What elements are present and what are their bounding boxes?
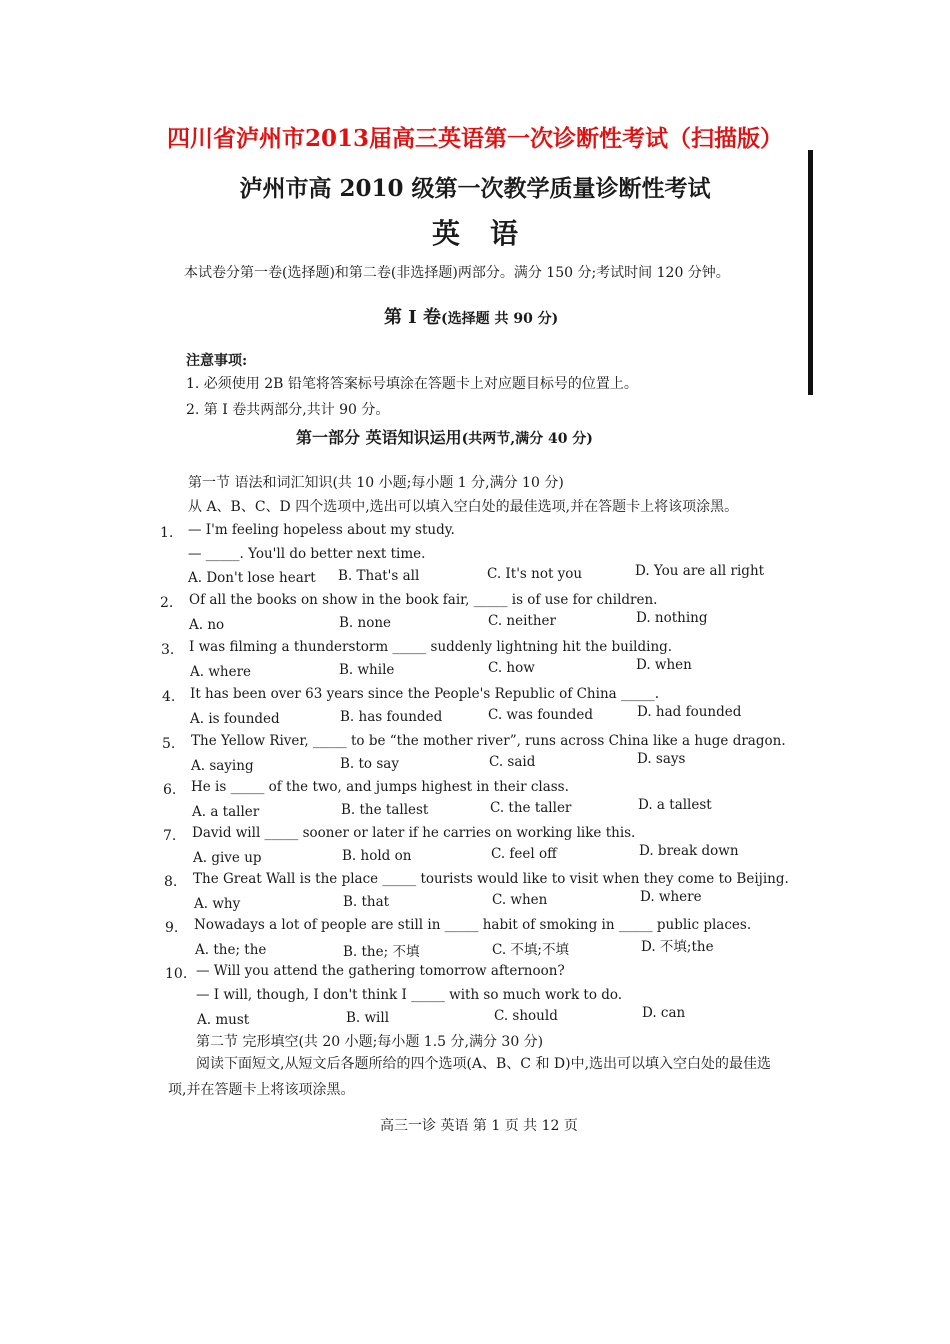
question-stem: — Will you attend the gathering tomorrow afternoon? (196, 963, 565, 979)
question-stem: — _____. You'll do better next time. (188, 546, 426, 562)
part1-heading (296, 425, 593, 448)
option-b: B. will (346, 1010, 390, 1026)
option-b: B. hold on (342, 848, 412, 864)
option-b: B. That's all (338, 568, 420, 584)
question-number: 2. (160, 595, 174, 611)
option-b: B. none (339, 615, 392, 631)
question-stem: — I'm feeling hopeless about my study. (188, 522, 455, 538)
exam-title: 泸州市高 2010 级第一次教学质量诊断性考试 (239, 175, 711, 202)
question-number: 9. (165, 920, 179, 936)
section1-title: 第一节 语法和词汇知识(共 10 小题;每小题 1 分,满分 10 分) (188, 475, 564, 491)
option-a: A. give up (193, 850, 262, 866)
question-stem: David will _____ sooner or later if he carries on working like this. (192, 825, 636, 841)
question-number: 1. (160, 525, 174, 541)
option-b: B. while (339, 662, 395, 678)
option-a: A. no (189, 617, 225, 633)
question-stem: The Yellow River, _____ to be “the mother river”, runs across China like a huge dragon. (191, 733, 786, 749)
part1-title: 第一部分 英语知识运用 (296, 428, 462, 447)
option-c: C. when (492, 892, 548, 908)
question-stem: It has been over 63 years since the People's Republic of China _____. (190, 686, 660, 702)
option-d: D. says (637, 751, 686, 767)
option-d: D. 不填;the (641, 939, 714, 955)
option-d: D. nothing (636, 610, 708, 626)
note-item-1: 1. 必须使用 2B 铅笔将答案标号填涂在答题卡上对应题目标号的位置上。 (186, 376, 638, 392)
option-d: D. You are all right (635, 563, 765, 579)
option-c: C. feel off (491, 846, 557, 862)
question-number: 10. (165, 966, 188, 982)
section2-title: 第二节 完形填空(共 20 小题;每小题 1.5 分,满分 30 分) (196, 1034, 544, 1050)
question-stem: Nowadays a lot of people are still in _____ habit of smoking in _____ public places. (194, 917, 752, 933)
question-stem: The Great Wall is the place _____ tourists would like to visit when they come to Beijing. (193, 871, 789, 887)
option-a: A. must (197, 1012, 250, 1028)
part1-subtitle: (共两节,满分 40 分) (461, 431, 593, 447)
option-b: B. the tallest (341, 802, 429, 818)
question-number: 6. (163, 782, 177, 798)
option-d: D. can (642, 1005, 686, 1021)
option-a: A. Don't lose heart (188, 570, 316, 586)
option-d: D. break down (639, 843, 739, 859)
option-b: B. the; 不填 (343, 944, 420, 960)
question-stem: He is _____ of the two, and jumps highest in their class. (191, 779, 569, 795)
volume-title: 第 I 卷 (384, 307, 441, 328)
question-number: 4. (162, 689, 176, 705)
question-number: 7. (163, 828, 177, 844)
section2-instruction-cont: 项,并在答题卡上将该项涂黑。 (168, 1082, 355, 1098)
section1-instruction: 从 A、B、C、D 四个选项中,选出可以填入空白处的最佳选项,并在答题卡上将该项涂黑。 (188, 499, 739, 515)
document-title: 四川省泸州市2013届高三英语第一次诊断性考试（扫描版） (166, 125, 783, 152)
option-c: C. said (489, 754, 536, 770)
option-a: A. a taller (192, 804, 260, 820)
volume-subtitle: (选择题 共 90 分) (440, 311, 559, 327)
question-stem: — I will, though, I don't think I _____ with so much work to do. (196, 987, 623, 1003)
option-a: A. where (190, 664, 252, 680)
option-b: B. has founded (340, 709, 443, 725)
option-d: D. when (636, 657, 692, 673)
page-footer: 高三一诊 英语 第 1 页 共 12 页 (380, 1118, 578, 1134)
option-c: C. how (488, 660, 535, 676)
note-item-2: 2. 第 I 卷共两部分,共计 90 分。 (186, 402, 390, 418)
option-b: B. to say (340, 756, 399, 772)
option-c: C. the taller (490, 800, 572, 816)
option-d: D. had founded (637, 704, 742, 720)
option-a: A. saying (191, 758, 254, 774)
option-d: D. a tallest (638, 797, 712, 813)
question-number: 5. (162, 736, 176, 752)
subject-title: 英语 (431, 217, 548, 250)
question-number: 8. (164, 874, 178, 890)
section2-instruction: 阅读下面短文,从短文后各题所给的四个选项(A、B、C 和 D)中,选出可以填入空白处的最佳选 (196, 1056, 772, 1072)
option-b: B. that (343, 894, 390, 910)
option-c: C. It's not you (487, 566, 583, 582)
option-c: C. 不填;不填 (492, 942, 569, 958)
option-c: C. was founded (488, 707, 594, 723)
exam-intro: 本试卷分第一卷(选择题)和第二卷(非选择题)两部分。满分 150 分;考试时间 120 分钟。 (184, 265, 730, 281)
option-d: D. where (640, 889, 702, 905)
option-a: A. is founded (190, 711, 280, 727)
question-number: 3. (161, 642, 175, 658)
notes-heading: 注意事项: (186, 353, 248, 369)
question-stem: I was filming a thunderstorm _____ suddenly lightning hit the building. (189, 639, 673, 655)
volume-heading (384, 303, 558, 329)
option-c: C. should (494, 1008, 558, 1024)
option-a: A. why (194, 896, 241, 912)
option-a: A. the; the (195, 942, 267, 958)
option-c: C. neither (488, 613, 556, 629)
question-stem: Of all the books on show in the book fair, _____ is of use for children. (189, 592, 658, 608)
